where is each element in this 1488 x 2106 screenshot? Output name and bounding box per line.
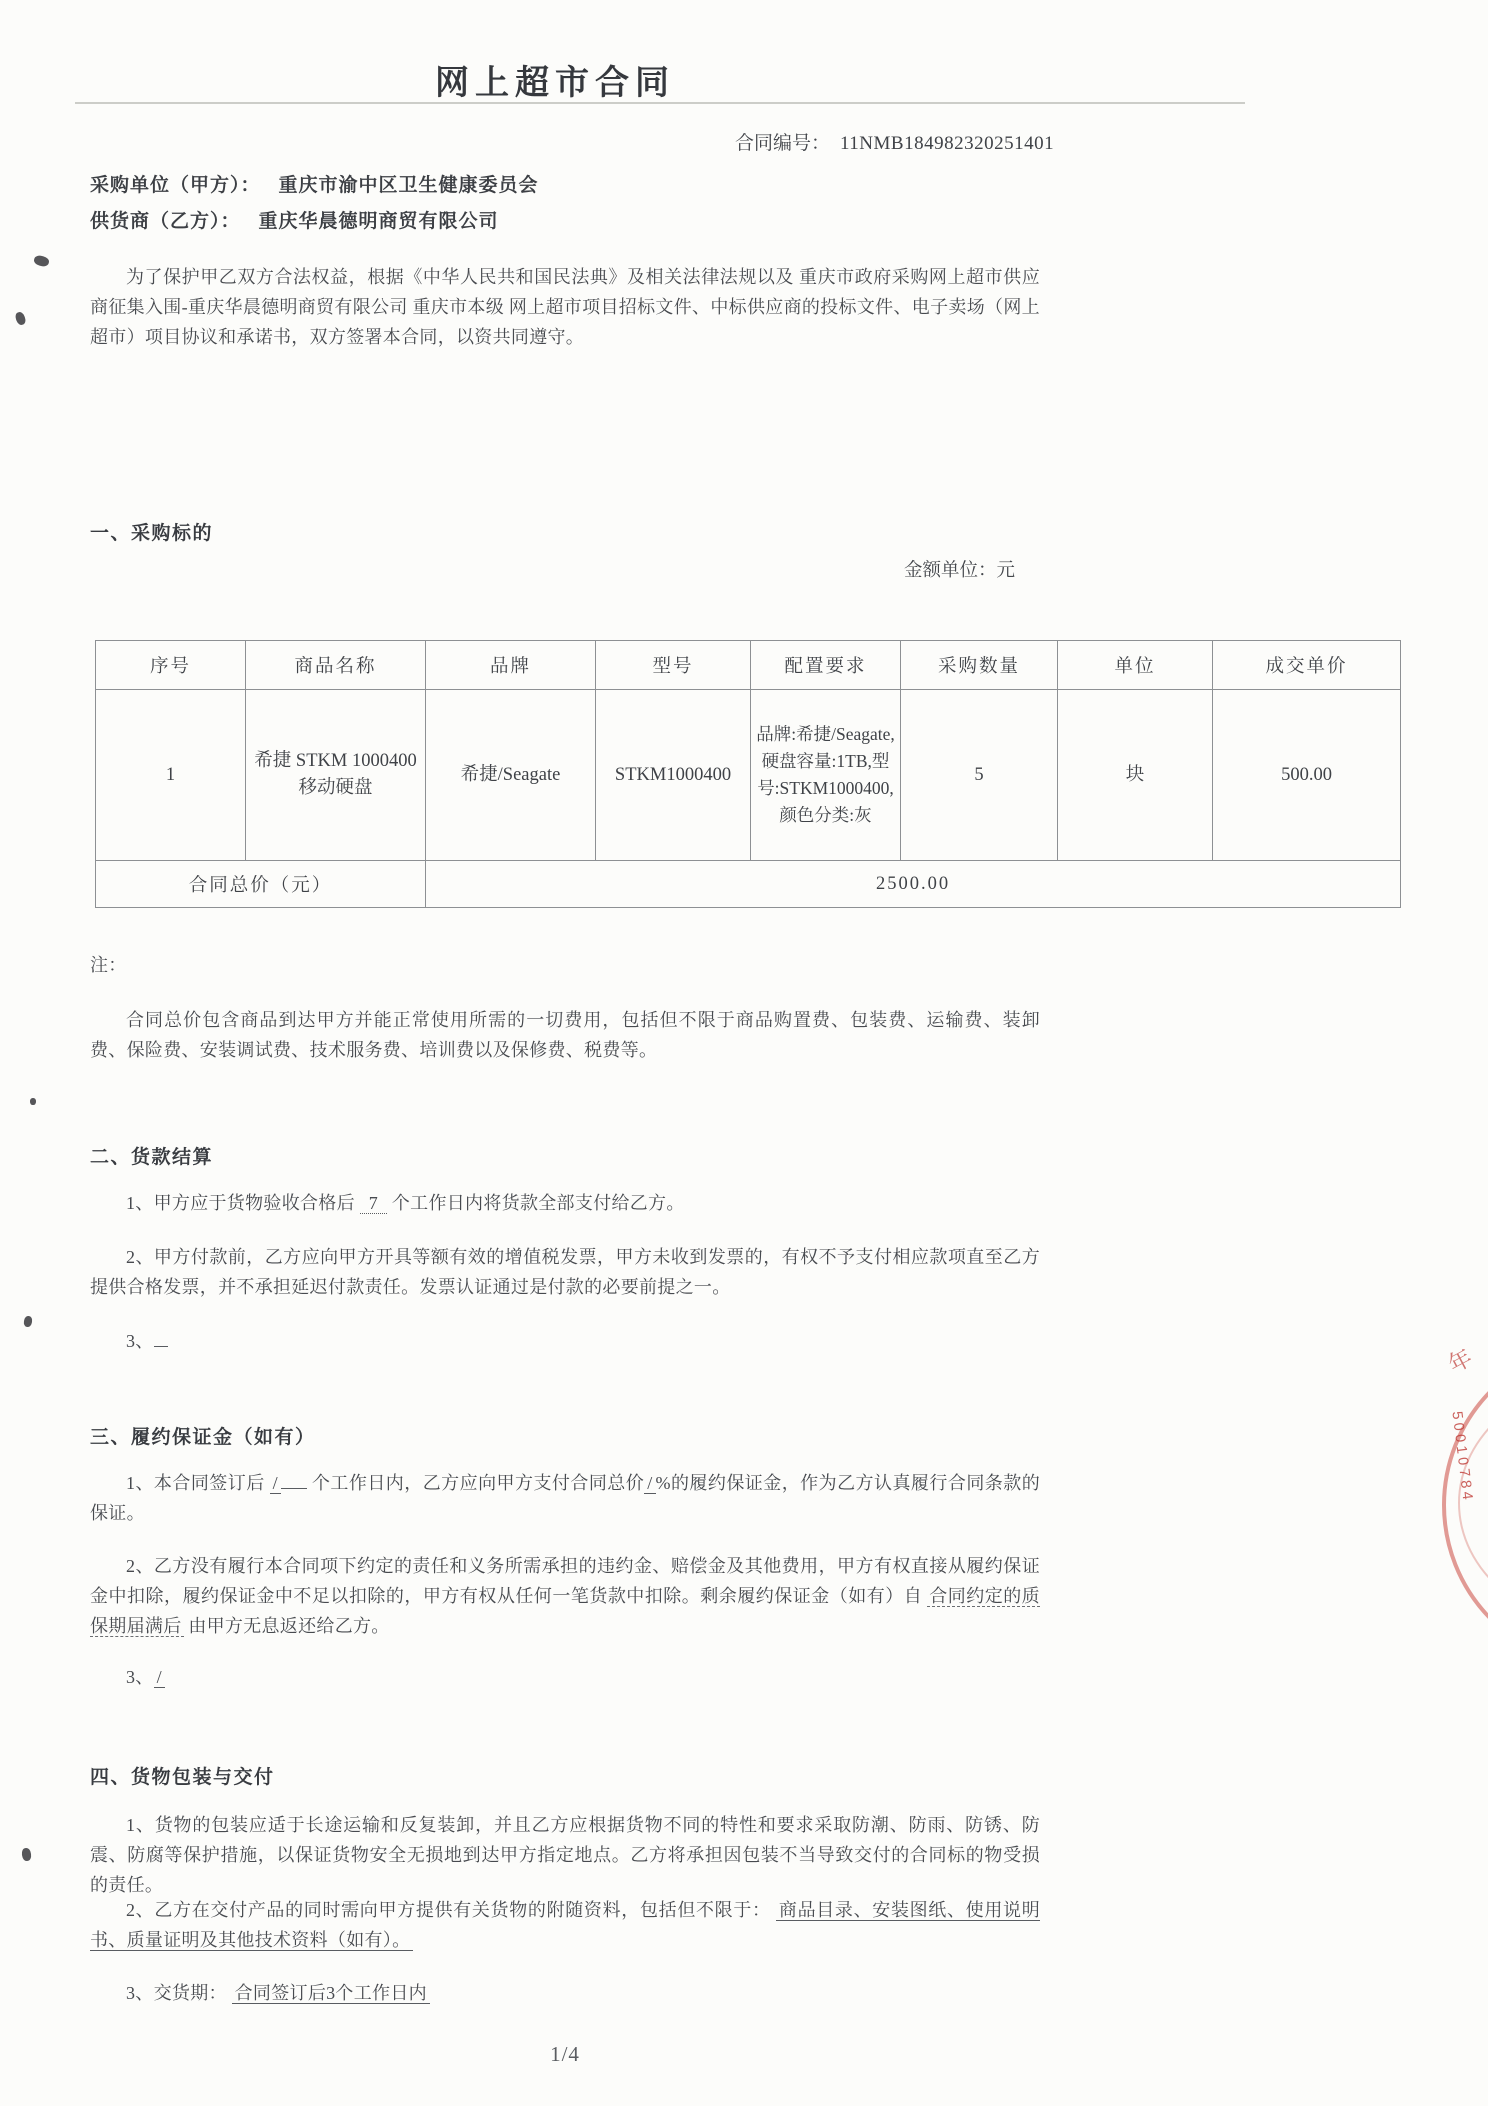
cell-quantity: 5	[901, 690, 1058, 861]
contract-number-value: 11NMB184982320251401	[840, 133, 1055, 154]
scan-speck	[33, 254, 50, 267]
seal-number: 50010784	[1448, 1410, 1476, 1505]
cell-unit-price: 500.00	[1213, 690, 1401, 861]
fill-in-delivery-period: 合同签订后3个工作日内	[232, 1983, 430, 2004]
blank-fill	[154, 1346, 168, 1347]
fill-in-documents: 商品目录、安装图纸、使用说明书、质量证明及其他技术资料（如有）。	[90, 1900, 1040, 1950]
table-header-row	[96, 641, 1401, 690]
header-unit-price: 成交单价	[1213, 641, 1401, 690]
scan-speck	[21, 1847, 32, 1861]
section4-heading: 四、货物包装与交付	[90, 1767, 275, 1788]
buyer-label: 采购单位（甲方）：	[90, 175, 261, 196]
header-brand: 品牌	[426, 641, 596, 690]
cell-unit: 块	[1058, 690, 1213, 861]
section1-heading: 一、采购标的	[90, 523, 214, 544]
total-value: 2500.00	[426, 861, 1401, 908]
seal-character: 年	[1444, 1344, 1477, 1378]
delivery-date-item: 3、交货期： 合同签订后3个工作日内	[90, 1978, 1040, 2008]
red-seal-stamp	[1418, 1335, 1488, 1675]
fill-in-warranty-period: 合同约定的质保期届满后	[90, 1586, 1040, 1636]
blank-fill	[281, 1488, 307, 1489]
supplier-label: 供货商（乙方）：	[90, 211, 241, 232]
cell-seq: 1	[96, 690, 246, 861]
payment-item-2: 2、甲方付款前，乙方应向甲方开具等额有效的增值税发票，甲方未收到发票的，有权不予支付相应款项直至乙方提供合格发票，并不承担延迟付款责任。发票认证通过是付款的必要前提之一。	[90, 1247, 1040, 1297]
page-number: 1/4	[550, 2042, 580, 2066]
total-label: 合同总价（元）	[96, 861, 426, 908]
packing-item-1: 1、货物的包装应适于长途运输和反复装卸，并且乙方应根据货物不同的特性和要求采取防潮、防雨、防锈、防震、防腐等保护措施，以保证货物安全无损地到达甲方指定地点。乙方将承担因包装不当导致交付的合同标的物受损的责任。	[90, 1815, 1040, 1895]
header-seq: 序号	[96, 641, 246, 690]
scan-speck	[23, 1315, 33, 1327]
scan-speck	[30, 1098, 36, 1105]
cell-model: STKM1000400	[596, 690, 751, 861]
supplier-name: 重庆华晨德明商贸有限公司	[258, 211, 499, 232]
cell-product-name: 希捷 STKM 1000400 移动硬盘	[246, 690, 426, 861]
products-table	[95, 640, 1401, 908]
page-title: 网上超市合同	[435, 65, 675, 102]
fill-in-days: 7	[360, 1193, 387, 1214]
header-unit: 单位	[1058, 641, 1213, 690]
header-config: 配置要求	[751, 641, 901, 690]
contract-number-label: 合同编号：	[735, 133, 831, 154]
deposit-item-2: 2、乙方没有履行本合同项下约定的责任和义务所需承担的违约金、赔偿金及其他费用，甲方有权直接从履约保证金中扣除，履约保证金中不足以扣除的，甲方有权从任何一笔货款中扣除。剩余履约保证金（如有）自 合同约定的质保期届满后 由甲方无息返还给乙方。	[90, 1556, 1040, 1636]
note-label: 注：	[90, 955, 127, 975]
note-paragraph: 合同总价包含商品到达甲方并能正常使用所需的一切费用，包括但不限于商品购置费、包装费、运输费、装卸费、保险费、安装调试费、技术服务费、培训费以及保修费、税费等。	[90, 1010, 1040, 1060]
section3-heading: 三、履约保证金（如有）	[90, 1427, 316, 1448]
deposit-item-1: 1、本合同签订后 / 个工作日内，乙方应向甲方支付合同总价 / %的履约保证金，作为乙方认真履行合同条款的保证。	[90, 1473, 1040, 1523]
section2-heading: 二、货款结算	[90, 1147, 214, 1168]
payment-item-1: 1、甲方应于货物验收合格后 7 个工作日内将货款全部支付给乙方。	[126, 1193, 685, 1213]
scan-speck	[14, 311, 27, 326]
payment-item-3: 3、	[90, 1326, 1040, 1356]
amount-unit-note: 金额单位：元	[903, 561, 1015, 581]
header-quantity: 采购数量	[901, 641, 1058, 690]
cell-brand: 希捷/Seagate	[426, 690, 596, 861]
header-product-name: 商品名称	[246, 641, 426, 690]
deposit-item-3: 3、 /	[90, 1662, 1040, 1692]
fill-in-slash: /	[154, 1667, 165, 1688]
table-row	[96, 690, 1401, 861]
contract-number-line	[735, 128, 1054, 155]
cell-config: 品牌:希捷/Seagate,硬盘容量:1TB,型号:STKM1000400,颜色分类:灰	[751, 690, 901, 861]
packing-item-2: 2、乙方在交付产品的同时需向甲方提供有关货物的附随资料，包括但不限于： 商品目录、安装图纸、使用说明书、质量证明及其他技术资料（如有）。	[90, 1900, 1040, 1950]
buyer-line	[90, 170, 539, 197]
supplier-line	[90, 206, 499, 233]
intro-paragraph: 为了保护甲乙双方合法权益，根据《中华人民共和国民法典》及相关法律法规以及 重庆市政府采购网上超市供应商征集入围-重庆华晨德明商贸有限公司 重庆市本级 网上超市项目招标文件、中标供应商的投标文件、电子卖场（网上超市）项目协议和承诺书，双方签署本合同，以资共同遵守。	[90, 267, 1040, 347]
buyer-name: 重庆市渝中区卫生健康委员会	[278, 175, 539, 196]
total-row	[96, 861, 1401, 908]
header-model: 型号	[596, 641, 751, 690]
fill-in-percent-slash: /	[644, 1473, 655, 1494]
fill-in-days-slash: /	[270, 1473, 281, 1494]
